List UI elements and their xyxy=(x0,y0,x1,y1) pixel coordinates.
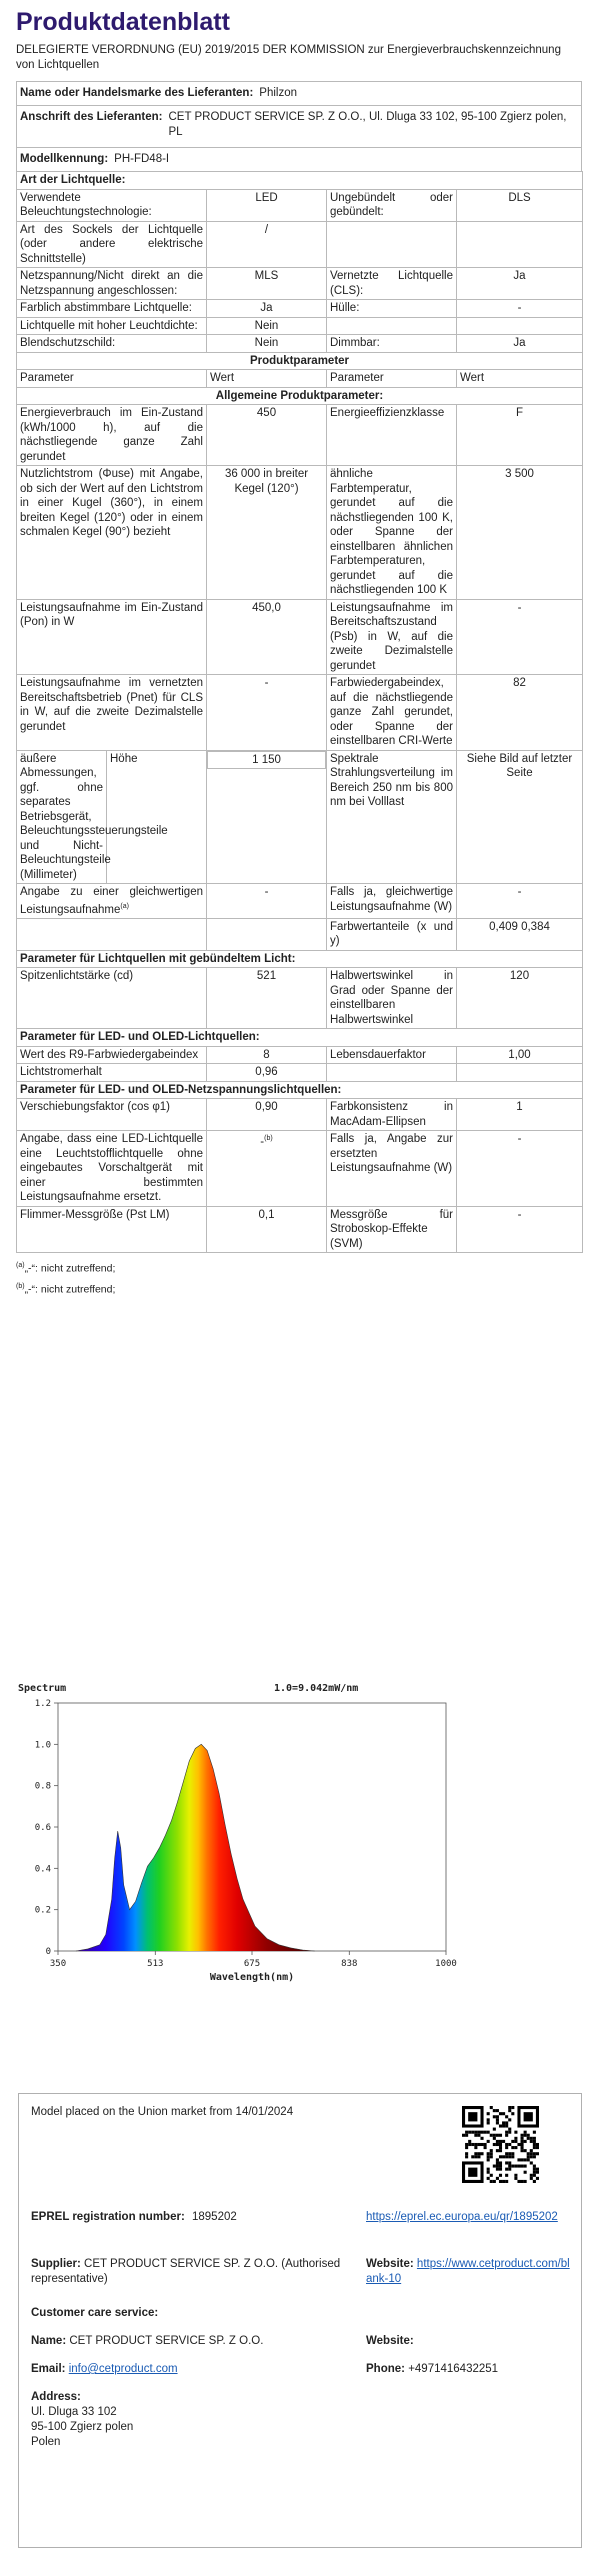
cell-label xyxy=(17,599,207,675)
cell-value: 8 xyxy=(207,1046,327,1064)
address-line: 95-100 Zgierz polen xyxy=(31,2421,134,2433)
table-row xyxy=(17,405,583,466)
eprel-reg-row xyxy=(31,2210,237,2225)
cell-label: Leistungsaufnahme im vernetzten Bereitschaftsbetrieb (Pnet) für CLS in W, auf die zweite Dezimalstelle gerundet xyxy=(17,675,207,751)
y-tick-label: 0 xyxy=(45,1947,51,1957)
y-tick-label: 1.0 xyxy=(34,1740,51,1751)
light-source-type-heading: Art der Lichtquelle: xyxy=(17,172,583,190)
address-line: Polen xyxy=(31,2436,61,2448)
cell-value: - xyxy=(457,1206,583,1253)
customer-care-heading: Customer care service: xyxy=(31,2307,159,2319)
cell-value: 1,00 xyxy=(457,1046,583,1064)
y-tick-label: 0.4 xyxy=(34,1864,51,1875)
table-row xyxy=(17,750,583,884)
cell-value: / xyxy=(207,221,327,268)
cell-value: 120 xyxy=(457,968,583,1029)
supplier-label: Supplier: xyxy=(31,2258,81,2270)
cell-value: 521 xyxy=(207,968,327,1029)
cell-label: Messgröße für Stroboskop-Effekte (SVM) xyxy=(327,1206,457,1253)
nocg-value: - xyxy=(260,1136,265,1149)
table-row xyxy=(17,675,583,751)
table-row xyxy=(17,884,583,919)
model-label: Modellkennung: xyxy=(20,153,109,165)
table-row xyxy=(17,466,583,600)
column-headers xyxy=(17,370,583,388)
y-tick-label: 0.2 xyxy=(34,1905,51,1916)
table-row xyxy=(17,189,583,221)
cell-value: 0,409 0,384 xyxy=(457,918,583,950)
col-header: Wert xyxy=(207,370,327,388)
website-link[interactable]: https://www.cetproduct.com/blank-10 xyxy=(366,2258,570,2285)
cell-value: - xyxy=(457,884,583,919)
cell-value: - xyxy=(457,300,583,318)
placed-on-market: Model placed on the Union market from 14/01/2024 xyxy=(31,2106,294,2118)
chart-title: Spectrum xyxy=(18,1683,67,1694)
dim-height-label: Höhe xyxy=(110,752,138,765)
footnote-text: „-“: nicht zutreffend; xyxy=(24,1283,116,1296)
cell-value: 82 xyxy=(457,675,583,751)
mains-heading: Parameter für LED- und OLED-Netzspannungslichtquellen: xyxy=(17,1081,583,1099)
col-header: Parameter xyxy=(17,370,207,388)
cell-label: Farbwertanteile (x und y) xyxy=(327,918,457,950)
eprel-link[interactable]: https://eprel.ec.europa.eu/qr/1895202 xyxy=(366,2211,558,2223)
supplier-address-row xyxy=(16,105,582,147)
cell-label: Flimmer-Messgröße (Pst LM) xyxy=(17,1206,207,1253)
cell-value: - xyxy=(207,675,327,751)
cell-label: Spitzenlichtstärke (cd) xyxy=(17,968,207,1029)
cell-value xyxy=(457,221,583,268)
cell-label xyxy=(327,317,457,335)
care-email-link[interactable]: info@cetproduct.com xyxy=(68,2363,178,2375)
cell-label: Leistungsaufnahme im Bereitschaftszustand (Psb) in W, auf die zweite Dezimalstelle gerundet xyxy=(327,599,457,675)
col-header: Wert xyxy=(457,370,583,388)
table-row xyxy=(17,599,583,675)
cell-value: - xyxy=(457,599,583,675)
cell-value xyxy=(457,317,583,335)
cell-value: -$^{(b)}$ xyxy=(207,1131,327,1207)
cell-value: - xyxy=(457,1131,583,1207)
x-tick-label: 675 xyxy=(243,1959,261,1969)
dim-height-value: 1 150 xyxy=(208,751,326,769)
cell-label: Art des Sockels der Lichtquelle (oder andere elektrische Schnittstelle) xyxy=(17,221,207,268)
dimensions-values xyxy=(207,750,327,884)
x-axis-label: Wavelength(nm) xyxy=(209,1972,295,1983)
table-row xyxy=(17,1206,583,1253)
cell-label: Dimmbar: xyxy=(327,335,457,353)
cell-label xyxy=(327,221,457,268)
table-row xyxy=(17,221,583,268)
cell-value: 0,96 xyxy=(207,1064,327,1082)
cell-value: 3 500 xyxy=(457,466,583,600)
cell-value: Ja xyxy=(457,268,583,300)
cell-label: Farbkonsistenz in MacAdam-Ellipsen xyxy=(327,1099,457,1131)
cell-label: Blendschutzschild: xyxy=(17,335,207,353)
cell-value: F xyxy=(457,405,583,466)
cell-label: Lichtquelle mit hoher Leuchtdichte: xyxy=(17,317,207,335)
care-website-label: Website: xyxy=(366,2335,414,2347)
cell-label: Farbwiedergabeindex, auf die nächstliegende ganze Zahl gerundet, oder Spanne der einstellbaren CRI-Werte xyxy=(327,675,457,751)
care-email-row xyxy=(31,2362,178,2377)
x-tick-label: 350 xyxy=(49,1959,67,1969)
cell-value: Ja xyxy=(457,335,583,353)
cell-label: Vernetzte Lichtquelle (CLS): xyxy=(327,268,457,300)
website-row xyxy=(366,2257,576,2287)
cell-value: 36 000 in breiter Kegel (120°) xyxy=(207,466,327,600)
cell-value: 0,90 xyxy=(207,1099,327,1131)
table-row xyxy=(17,268,583,300)
chart-annotation: 1.0=9.042mW/nm xyxy=(274,1683,359,1694)
model-value: PH-FD48-I xyxy=(114,153,170,165)
cell-value: 450,0 xyxy=(207,599,327,675)
y-tick-label: 1.2 xyxy=(34,1699,51,1709)
table-row xyxy=(17,300,583,318)
supplier-trademark-label: Name oder Handelsmarke des Lieferanten: xyxy=(20,87,254,99)
supplier-trademark-row xyxy=(16,81,582,105)
eprel-reg-value: 1895202 xyxy=(192,2211,237,2223)
table-row xyxy=(17,317,583,335)
cell-label: Falls ja, Angabe zur ersetzten Leistungsaufnahme (W) xyxy=(327,1131,457,1207)
cell-label: Energieeffizienzklasse xyxy=(327,405,457,466)
y-tick-label: 0.6 xyxy=(34,1823,51,1833)
cell-value: Ja xyxy=(207,300,327,318)
cell-label: Falls ja, gleichwertige Leistungsaufnahme (W) xyxy=(327,884,457,919)
footnotes xyxy=(16,1257,582,1298)
cell-value: MLS xyxy=(207,268,327,300)
cell-value: DLS xyxy=(457,189,583,221)
eprel-card xyxy=(18,2093,582,2548)
y-tick-label: 0.8 xyxy=(34,1781,51,1792)
website-label: Website: xyxy=(366,2258,414,2270)
general-heading: Allgemeine Produktparameter: xyxy=(17,387,583,405)
cell-label: Nutzlichtstrom (Φuse) mit Angabe, ob sich der Wert auf den Lichtstrom in einer Kugel (360°), in einem breiten Kegel (120°) oder in einem schmalen Kegel (90°) bezieht xyxy=(17,466,207,600)
cell-value: Siehe Bild auf letzter Seite xyxy=(457,750,583,884)
table-row xyxy=(17,1046,583,1064)
footnote-text: „-“: nicht zutreffend; xyxy=(24,1262,116,1275)
datasheet xyxy=(16,4,582,1298)
supplier-row xyxy=(31,2257,351,2287)
cell-label: Angabe, dass eine LED-Lichtquelle eine Leuchtstofflichtquelle ohne eingebautes Vorschaltgerät mit einer bestimmten Leistungsaufnahme ersetzt. xyxy=(17,1131,207,1207)
care-name-label: Name: xyxy=(31,2335,67,2347)
cell-label: ähnliche Farbtemperatur, gerundet auf die nächstliegenden 100 K, oder Spanne der einstellbaren ähnlichen Farbtemperaturen, gerundet auf die nächstliegenden 100 K xyxy=(327,466,457,600)
care-address-label: Address: xyxy=(31,2391,81,2403)
supplier-address-value: CET PRODUCT SERVICE SP. Z O.O., Ul. Dluga 33 102, 95-100 Zgierz polen, PL xyxy=(168,111,567,138)
pon-label: Leistungsaufnahme im Ein-Zustand (Pon) in W xyxy=(20,601,203,628)
cell-value: 450 xyxy=(207,405,327,466)
table-row xyxy=(17,918,583,950)
cell-label: Wert des R9-Farbwiedergabeindex xyxy=(17,1046,207,1064)
cell-label: Ungebündelt oder gebündelt: xyxy=(327,189,457,221)
care-phone-label: Phone: xyxy=(366,2363,405,2375)
care-phone-row xyxy=(366,2362,498,2377)
qr-code-icon[interactable] xyxy=(462,2106,539,2183)
table-row xyxy=(17,335,583,353)
dimensions-cell xyxy=(17,750,207,884)
regulation-subtitle: DELEGIERTE VERORDNUNG (EU) 2019/2015 DER KOMMISSION zur Energieverbrauchskennzeichnung von Lichtquellen xyxy=(16,44,561,71)
cell-label: Spektrale Strahlungsverteilung im Bereich 250 nm bis 800 nm bei Volllast xyxy=(327,750,457,884)
care-email-label: Email: xyxy=(31,2363,66,2375)
cell-label: Angabe zu einer gleichwertigen Leistungsaufnahme$^{(a)}$ xyxy=(17,884,207,919)
cell-label: Lebensdauerfaktor xyxy=(327,1046,457,1064)
cell-value: 1 xyxy=(457,1099,583,1131)
directional-heading: Parameter für Lichtquellen mit gebündeltem Licht: xyxy=(17,950,583,968)
cell-value: - xyxy=(207,884,327,919)
led-heading: Parameter für LED- und OLED-Lichtquellen: xyxy=(17,1029,583,1047)
care-name-row xyxy=(31,2334,263,2349)
care-address-block xyxy=(31,2390,133,2450)
x-tick-label: 513 xyxy=(147,1959,164,1969)
cell-value: 0,1 xyxy=(207,1206,327,1253)
table-row xyxy=(17,1099,583,1131)
spectrum-fill xyxy=(58,1703,446,1951)
footnote-a: $^{(a)}$„-“: nicht zutreffend; xyxy=(16,1262,116,1275)
page-title: Produktdatenblatt xyxy=(16,8,230,36)
dimensions-label: äußere Abmessungen, ggf. ohne separates Betriebsgerät, Beleuchtungssteuerungsteile und Nicht-Beleuchtungsteile (Millimeter) xyxy=(17,751,107,884)
cell-value: LED xyxy=(207,189,327,221)
spectrum-chart xyxy=(16,1675,466,1995)
cell-value: Nein xyxy=(207,317,327,335)
table-row xyxy=(17,968,583,1029)
cell-label: Verwendete Beleuchtungstechnologie: xyxy=(17,189,207,221)
cell-label: Lichtstromerhalt xyxy=(17,1064,207,1082)
x-tick-label: 838 xyxy=(341,1959,358,1969)
supplier-address-label: Anschrift des Lieferanten: xyxy=(20,111,163,123)
equiv-label: Angabe zu einer gleichwertigen Leistungsaufnahme xyxy=(20,886,203,916)
cell-value: Nein xyxy=(207,335,327,353)
cell-label: Halbwertswinkel in Grad oder Spanne der einstellbaren Halbwertswinkel xyxy=(327,968,457,1029)
care-phone-value: +4971416432251 xyxy=(408,2363,499,2375)
supplier-value: CET PRODUCT SERVICE SP. Z O.O. (Authorised representative) xyxy=(31,2258,341,2285)
table-row xyxy=(17,1064,583,1082)
x-tick-label: 1000 xyxy=(435,1959,457,1969)
model-row xyxy=(16,147,582,171)
eprel-reg-label: EPREL registration number: xyxy=(31,2211,185,2223)
cell-label: Farblich abstimmbare Lichtquelle: xyxy=(17,300,207,318)
footnote-b: $^{(b)}$„-“: nicht zutreffend; xyxy=(16,1282,116,1296)
address-line: Ul. Dluga 33 102 xyxy=(31,2406,117,2418)
care-name-value: CET PRODUCT SERVICE SP. Z O.O. xyxy=(69,2335,264,2347)
datasheet-table xyxy=(16,171,583,1253)
col-header: Parameter xyxy=(327,370,457,388)
supplier-trademark-value: Philzon xyxy=(259,87,297,99)
cell-label: Netzspannung/Nicht direkt an die Netzspannung angeschlossen: xyxy=(17,268,207,300)
cell-label: Verschiebungsfaktor (cos φ1) xyxy=(17,1099,207,1131)
cell-label: Energieverbrauch im Ein-Zustand (kWh/1000 h), auf die nächstliegende ganze Zahl gerundet xyxy=(17,405,207,466)
table-row xyxy=(17,1131,583,1207)
product-params-heading: Produktparameter xyxy=(17,352,583,370)
cell-label: Hülle: xyxy=(327,300,457,318)
